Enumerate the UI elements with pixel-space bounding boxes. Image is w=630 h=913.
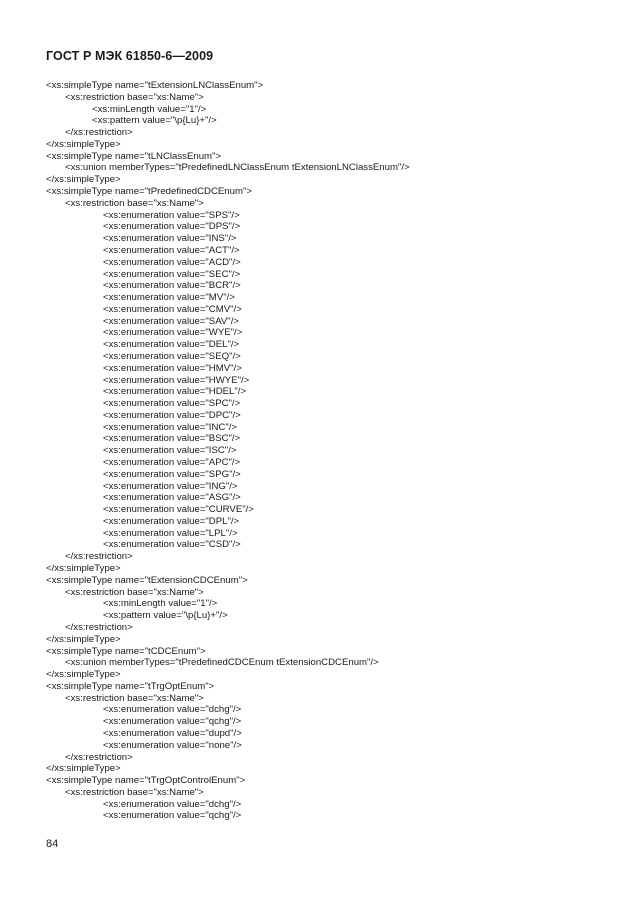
code-line: <xs:enumeration value="ACT"/> [103,244,240,256]
code-line: <xs:minLength value="1"/> [103,598,218,610]
code-line: <xs:enumeration value="APC"/> [103,457,241,468]
code-line: <xs:enumeration value="HWYE"/> [103,374,250,386]
code-line: <xs:enumeration value="WYE"/> [103,327,243,339]
code-line: <xs:enumeration value="BCR"/> [103,280,241,292]
code-line: <xs:restriction base="xs:Name"> [65,786,204,798]
xml-code-listing [46,80,606,822]
code-line: <xs:simpleType name="tCDCEnum"> [46,645,206,657]
code-line: <xs:enumeration value="INS"/> [103,233,237,245]
code-line: <xs:enumeration value="dchg"/> [103,704,242,716]
code-line: <xs:restriction base="xs:Name"> [65,197,204,209]
code-line: <xs:enumeration value="LPL"/> [103,527,238,539]
code-line: <xs:enumeration value="BSC"/> [103,433,241,445]
code-line: <xs:enumeration value="HMV"/> [103,362,242,374]
code-line: </xs:simpleType> [46,563,121,575]
code-line: <xs:enumeration value="dupd"/> [103,727,242,739]
code-line: </xs:simpleType> [46,763,121,775]
code-line: <xs:minLength value="1"/> [92,103,207,115]
code-line: <xs:enumeration value="DPL"/> [103,515,240,527]
code-line: <xs:simpleType name="tTrgOptEnum"> [46,680,215,692]
code-line: <xs:restriction base="xs:Name"> [65,91,204,103]
code-line: <xs:enumeration value="DPC"/> [103,409,241,421]
code-line: <xs:enumeration value="SPG"/> [103,468,241,480]
code-line: <xs:simpleType name="tExtensionLNClassEnum"> [46,80,264,91]
code-line: <xs:enumeration value="MV"/> [103,292,235,304]
code-line: <xs:simpleType name="tPredefinedCDCEnum"> [46,186,252,198]
code-line: <xs:enumeration value="ACD"/> [103,256,241,268]
code-line: <xs:pattern value="\p{Lu}+"/> [92,115,217,127]
code-line: <xs:restriction base="xs:Name"> [65,692,204,704]
page-number: 84 [46,838,59,850]
code-line: <xs:enumeration value="CURVE"/> [103,504,254,516]
code-line: <xs:enumeration value="CMV"/> [103,303,242,315]
code-line: <xs:enumeration value="INC"/> [103,421,237,433]
code-line: <xs:enumeration value="SAV"/> [103,315,239,327]
code-line: </xs:simpleType> [46,138,121,150]
code-line: <xs:enumeration value="qchg"/> [103,810,242,822]
code-line: <xs:enumeration value="HDEL"/> [103,386,247,398]
code-line: <xs:enumeration value="ING"/> [103,480,238,492]
code-line: <xs:enumeration value="none"/> [103,739,242,751]
code-line: <xs:enumeration value="DEL"/> [103,339,240,351]
code-line: <xs:enumeration value="qchg"/> [103,716,242,728]
code-line: <xs:union memberTypes="tPredefinedLNClassEnum tExtensionLNClassEnum"/> [65,162,410,174]
page-header: ГОСТ Р МЭК 61850-6—2009 [46,49,214,63]
code-line: <xs:enumeration value="DPS"/> [103,221,241,233]
code-line: <xs:enumeration value="SEQ"/> [103,350,241,362]
code-line: </xs:restriction> [65,621,133,633]
code-line: </xs:restriction> [65,551,133,563]
code-line: <xs:enumeration value="ISC"/> [103,445,237,457]
code-line: <xs:pattern value="\p{Lu}+"/> [103,610,228,622]
code-line: </xs:simpleType> [46,174,121,186]
code-line: <xs:enumeration value="SPS"/> [103,209,240,221]
code-line: <xs:enumeration value="SEC"/> [103,268,241,280]
code-line: <xs:enumeration value="ASG"/> [103,492,241,504]
code-line: <xs:enumeration value="dchg"/> [103,798,242,810]
code-line: <xs:union memberTypes="tPredefinedCDCEnum tExtensionCDCEnum"/> [65,657,379,669]
code-line: </xs:simpleType> [46,669,121,681]
code-line: <xs:simpleType name="tExtensionCDCEnum"> [46,574,248,586]
code-line: <xs:enumeration value="CSD"/> [103,539,241,551]
code-line: <xs:simpleType name="tLNClassEnum"> [46,150,222,162]
code-line: <xs:simpleType name="tTrgOptControlEnum"> [46,775,246,787]
code-line: </xs:simpleType> [46,633,121,645]
code-line: <xs:restriction base="xs:Name"> [65,586,204,598]
code-line: </xs:restriction> [65,127,133,139]
code-line: </xs:restriction> [65,751,133,763]
code-line: <xs:enumeration value="SPC"/> [103,398,241,410]
